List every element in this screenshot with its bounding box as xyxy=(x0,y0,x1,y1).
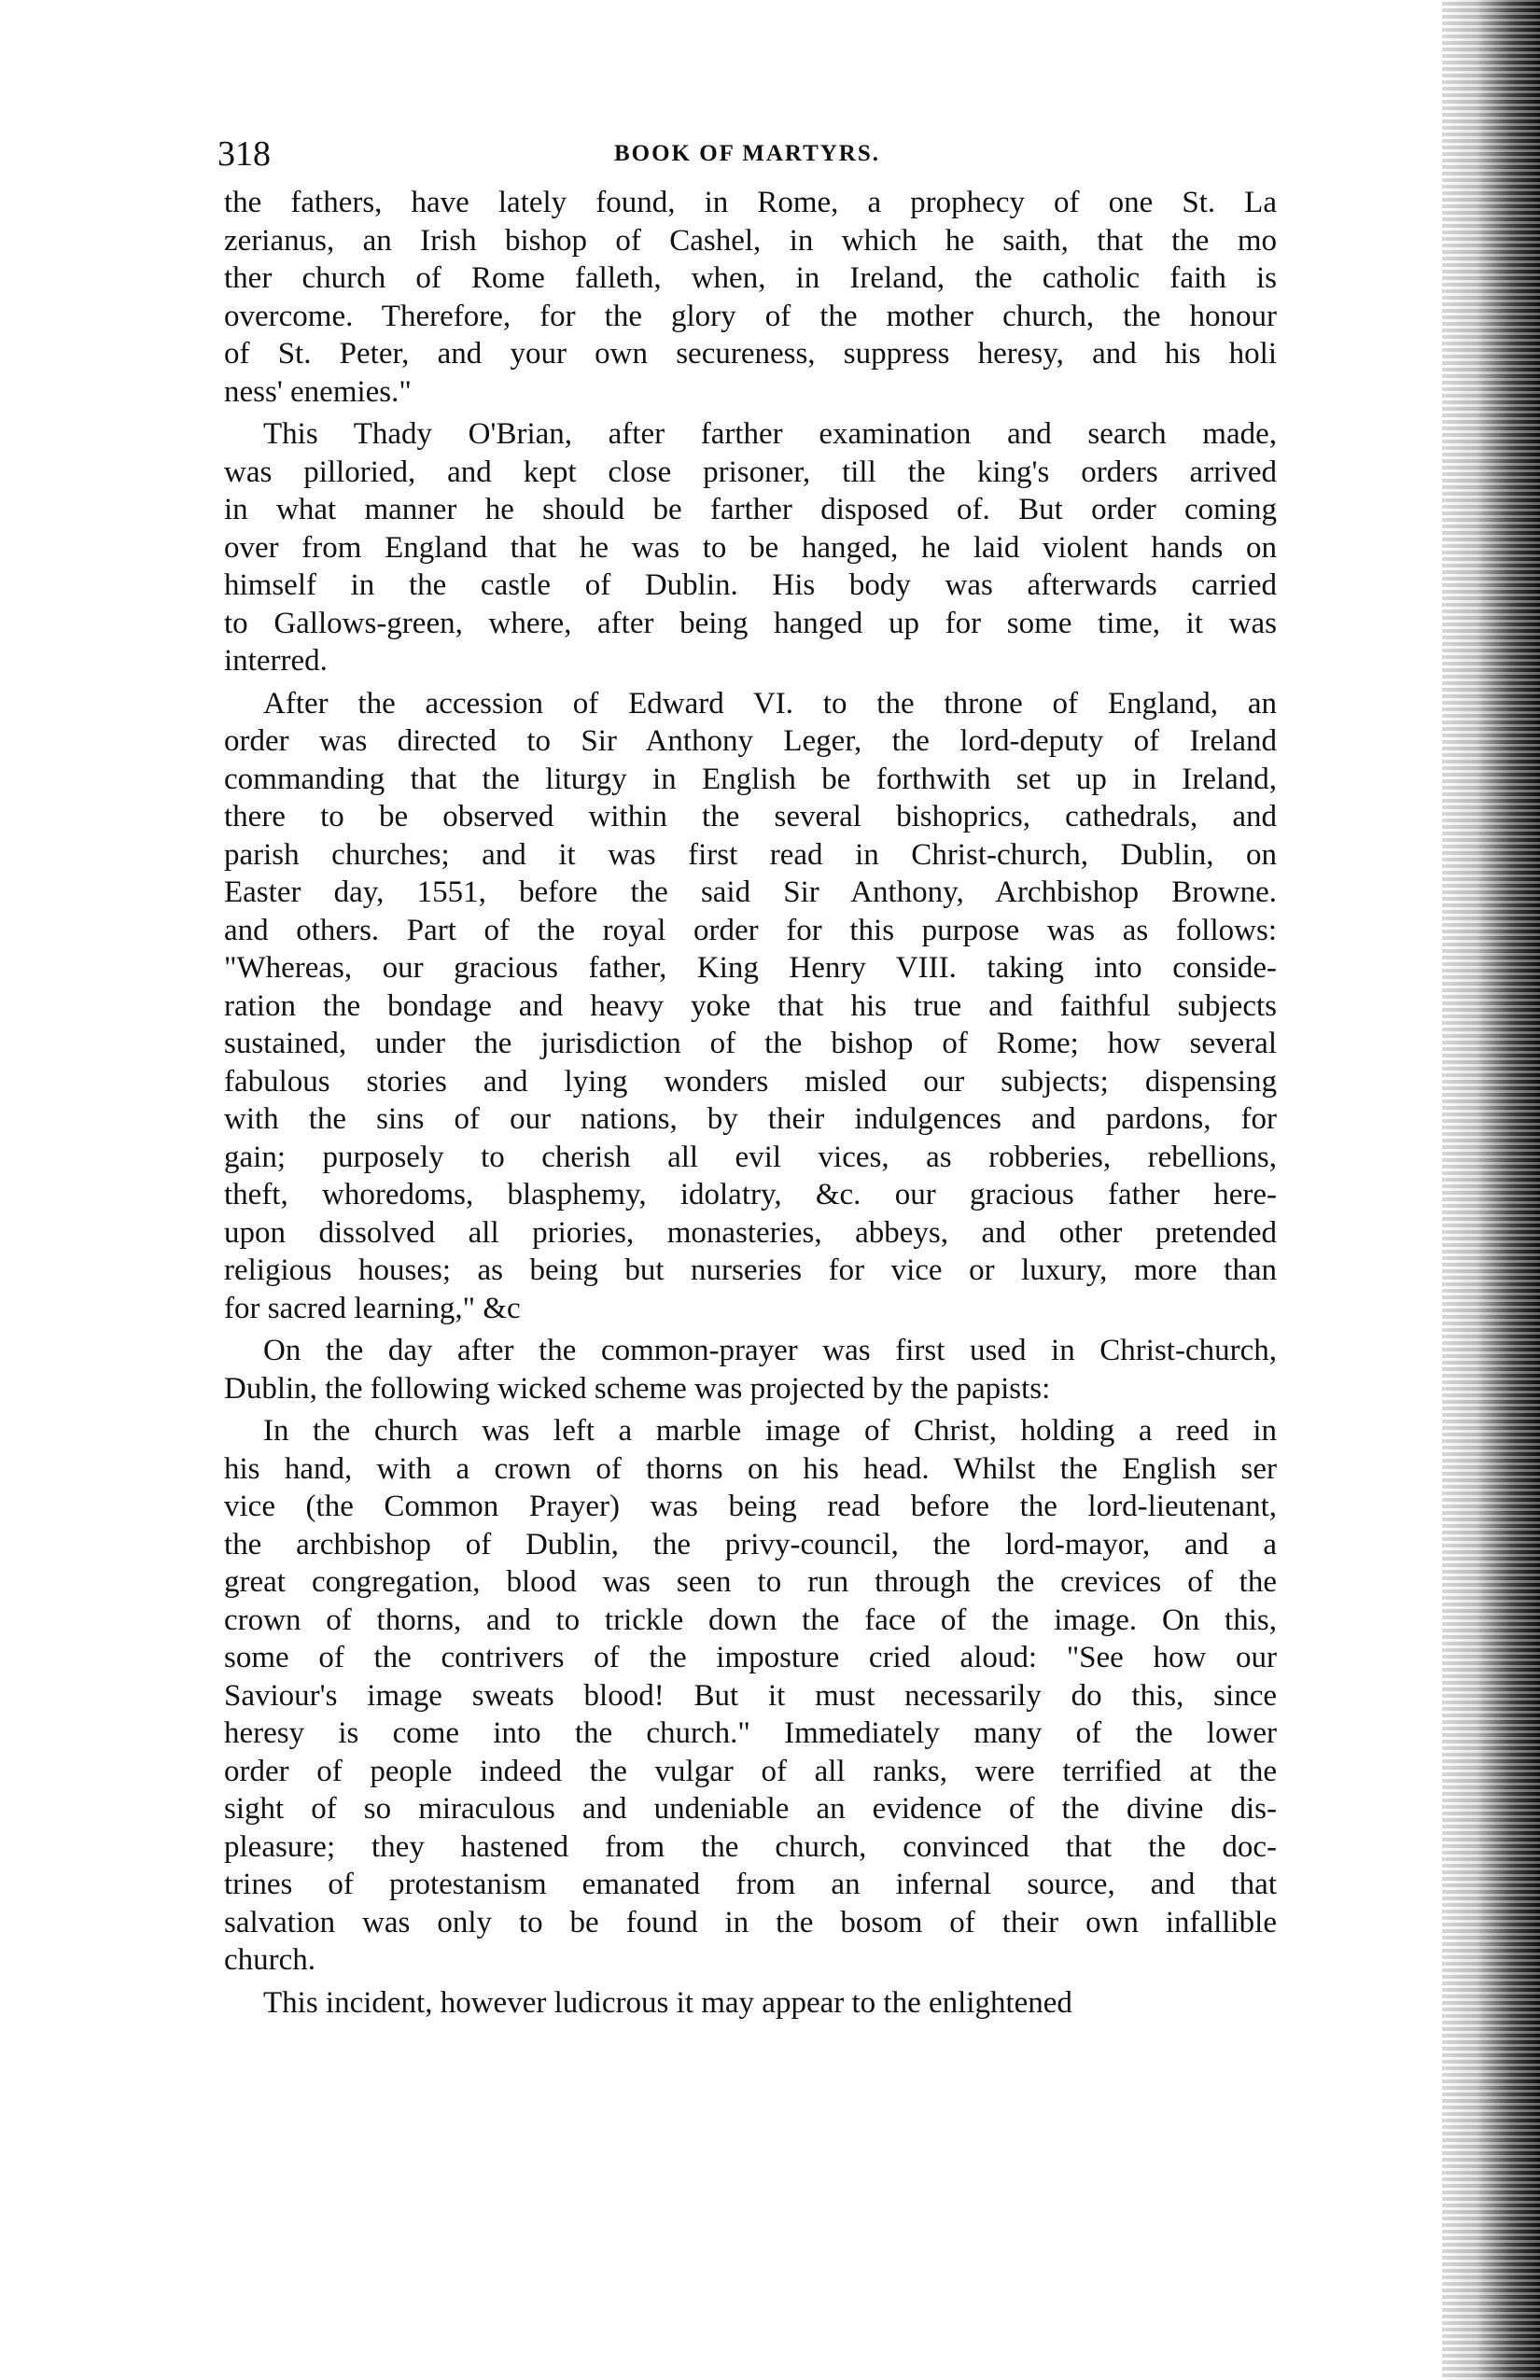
text-line: in what manner he should be farther disposed of. But order coming xyxy=(224,493,1277,526)
text-line: to Gallows-green, where, after being hanged up for some time, it was xyxy=(224,606,1277,640)
text-line: great congregation, blood was seen to run through the crevices of the xyxy=(224,1565,1277,1599)
text-line: over from England that he was to be hanged, he laid violent hands on xyxy=(224,530,1277,565)
page-header xyxy=(217,133,1277,179)
text-line: ration the bondage and heavy yoke that his true and faithful subjects xyxy=(224,988,1277,1023)
text-line: Easter day, 1551, before the said Sir Anthony, Archbishop Browne. xyxy=(224,875,1277,909)
text-line: heresy is come into the church." Immediately many of the lower xyxy=(224,1716,1277,1750)
page-number: 318 xyxy=(217,134,271,174)
text-line: pleasure; they hastened from the church, convinced that the doc- xyxy=(224,1829,1277,1864)
text-line: On the day after the common-prayer was first used in Christ-church, xyxy=(263,1334,1277,1367)
text-line: was pilloried, and kept close prisoner, till the king's orders arrived xyxy=(224,455,1277,489)
text-line: sight of so miraculous and undeniable an evidence of the divine dis- xyxy=(224,1792,1277,1826)
page-edge-shadow xyxy=(1442,0,1540,2380)
text-line: for sacred learning," &c xyxy=(224,1291,521,1325)
body-text xyxy=(224,184,1277,2022)
text-line: crown of thorns, and to trickle down the face of the image. On this, xyxy=(224,1603,1277,1637)
text-line: himself in the castle of Dublin. His body was afterwards carried xyxy=(224,568,1277,602)
text-line: fabulous stories and lying wonders misled our subjects; dispensing xyxy=(224,1064,1277,1099)
text-line: In the church was left a marble image of Christ, holding a reed in xyxy=(263,1414,1277,1448)
text-line: overcome. Therefore, for the glory of the mother church, the honour xyxy=(224,299,1277,333)
text-line: interred. xyxy=(224,644,328,678)
text-line: This incident, however ludicrous it may appear to the enlightened xyxy=(263,1985,1072,2020)
text-line: of St. Peter, and your own secureness, suppress heresy, and his holi xyxy=(224,337,1277,371)
text-line: This Thady O'Brian, after farther examination and search made, xyxy=(263,417,1277,451)
text-line: religious houses; as being but nurseries for vice or luxury, more than xyxy=(224,1253,1277,1287)
text-line: sustained, under the jurisdiction of the bishop of Rome; how several xyxy=(224,1027,1277,1060)
running-title: BOOK OF MARTYRS. xyxy=(613,141,881,166)
text-line: trines of protestanism emanated from an infernal source, and that xyxy=(224,1868,1277,1901)
text-line: After the accession of Edward VI. to the throne of England, an xyxy=(263,686,1277,721)
text-line: salvation was only to be found in the bosom of their own infallible xyxy=(224,1905,1277,1939)
text-line: Saviour's image sweats blood! But it must necessarily do this, since xyxy=(224,1678,1277,1713)
text-line: ther church of Rome falleth, when, in Ireland, the catholic faith is xyxy=(224,261,1277,295)
text-line: some of the contrivers of the imposture cried aloud: "See how our xyxy=(224,1641,1277,1674)
text-line: his hand, with a crown of thorns on his head. Whilst the English ser xyxy=(224,1451,1277,1486)
text-line: with the sins of our nations, by their indulgences and pardons, for xyxy=(224,1102,1277,1136)
text-line: order of people indeed the vulgar of all ranks, were terrified at the xyxy=(224,1754,1277,1788)
text-line: gain; purposely to cherish all evil vices, as robberies, rebellions, xyxy=(224,1140,1277,1174)
text-line: upon dissolved all priories, monasteries, abbeys, and other pretended xyxy=(224,1215,1277,1250)
text-line: order was directed to Sir Anthony Leger, the lord-deputy of Ireland xyxy=(224,724,1277,758)
text-line: ness' enemies." xyxy=(224,374,412,409)
text-line: "Whereas, our gracious father, King Henry VIII. taking into conside- xyxy=(224,951,1277,985)
text-line: theft, whoredoms, blasphemy, idolatry, &c. our gracious father here- xyxy=(224,1178,1277,1211)
text-line: Dublin, the following wicked scheme was projected by the papists: xyxy=(224,1371,1051,1406)
text-line: there to be observed within the several bishoprics, cathedrals, and xyxy=(224,800,1277,833)
text-line: zerianus, an Irish bishop of Cashel, in which he saith, that the mo xyxy=(224,223,1277,258)
text-line: the fathers, have lately found, in Rome, a prophecy of one St. La xyxy=(224,186,1277,219)
text-line: parish churches; and it was first read in Christ-church, Dublin, on xyxy=(224,837,1277,872)
text-line: vice (the Common Prayer) was being read before the lord-lieutenant, xyxy=(224,1490,1277,1523)
text-line: commanding that the liturgy in English be forthwith set up in Ireland, xyxy=(224,762,1277,796)
text-line: the archbishop of Dublin, the privy-council, the lord-mayor, and a xyxy=(224,1527,1277,1561)
text-line: church. xyxy=(224,1943,316,1977)
text-line: and others. Part of the royal order for this purpose was as follows: xyxy=(224,913,1277,947)
